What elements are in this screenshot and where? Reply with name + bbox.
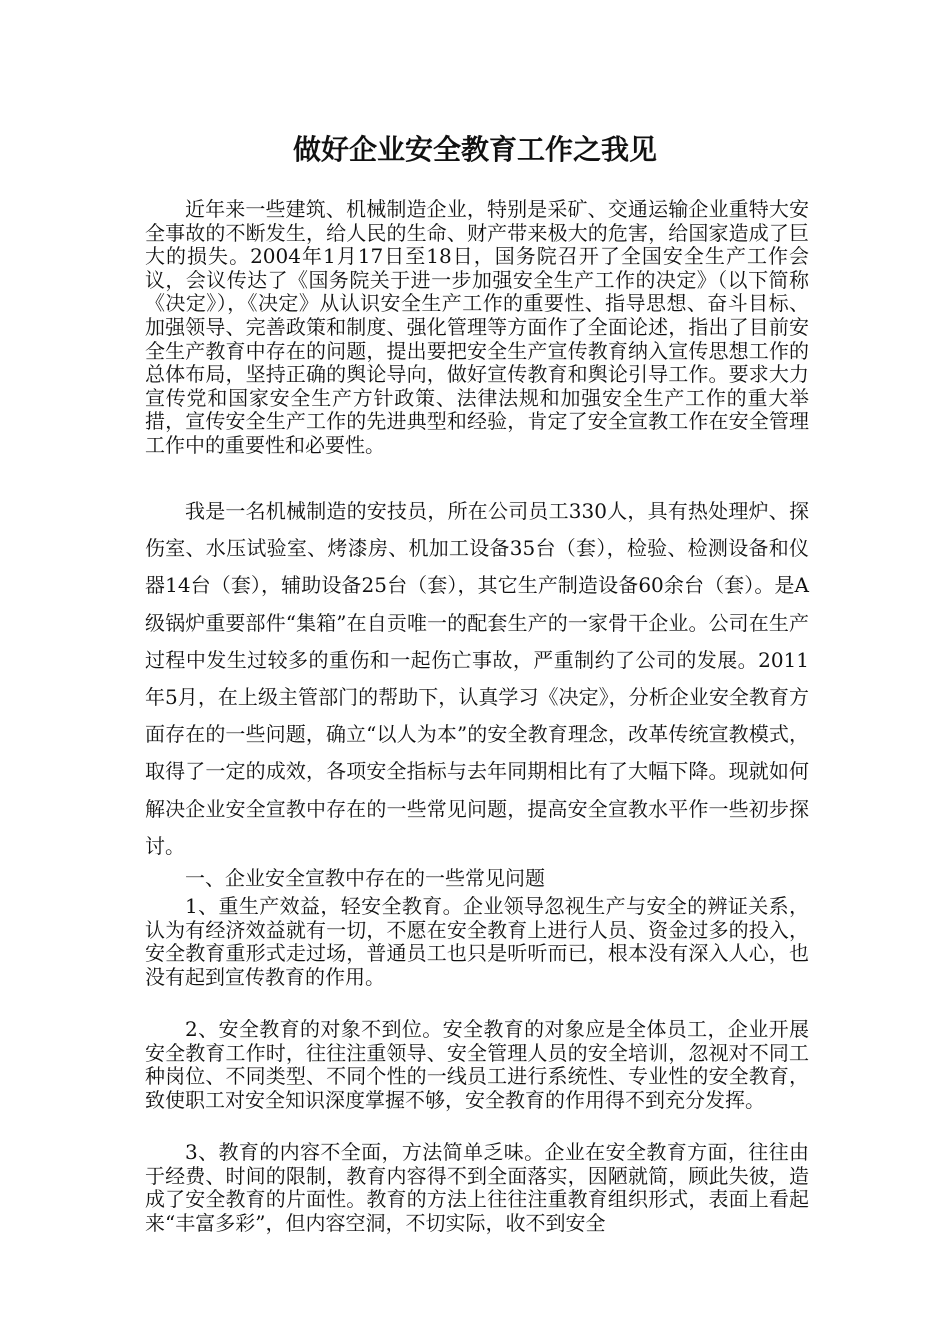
paragraph-problem-3: 3、教育的内容不全面，方法简单乏味。企业在安全教育方面，往往由于经费、时间的限制，教育内容得不到全面落实，因陋就简，顾此失彼，造成了安全教育的片面性。教育的方法上往往注重教育组织形式，表面上看起来“丰富多彩”，但内容空洞，不切实际，收不到安全 xyxy=(145,1140,809,1235)
section-heading-common-problems: 一、企业安全宣教中存在的一些常见问题 xyxy=(185,866,545,890)
paragraph-problem-1: 1、重生产效益，轻安全教育。企业领导忽视生产与安全的辨证关系，认为有经济效益就有一切，不愿在安全教育上进行人员、资金过多的投入，安全教育重形式走过场，普通员工也只是听听而已，根本没有深入人心，也没有起到宣传教育的作用。 xyxy=(145,894,809,989)
document-title: 做好企业安全教育工作之我见 xyxy=(292,133,657,166)
paragraph-problem-2: 2、安全教育的对象不到位。安全教育的对象应是全体员工，企业开展安全教育工作时，往往注重领导、安全管理人员的安全培训，忽视对不同工种岗位、不同类型、不同个性的一线员工进行系统性、专业性的安全教育，致使职工对安全知识深度掌握不够，安全教育的作用得不到充分发挥。 xyxy=(145,1017,809,1112)
paragraph-company-background: 我是一名机械制造的安技员，所在公司员工330人，具有热处理炉、探伤室、水压试验室、烤漆房、机加工设备35台（套），检验、检测设备和仪器14台（套），辅助设备25台（套），其它生产制造设备60余台（套）。是A级锅炉重要部件“集箱”在自贡唯一的配套生产的一家骨干企业。公司在生产过程中发生过较多的重伤和一起伤亡事故，严重制约了公司的发展。2011年5月，在上级主管部门的帮助下，认真学习《决定》，分析企业安全教育方面存在的一些问题，确立“以人为本”的安全教育理念，改革传统宣教模式，取得了一定的成效，各项安全指标与去年同期相比有了大幅下降。现就如何解决企业安全宣教中存在的一些常见问题，提高安全宣教水平作一些初步探讨。 xyxy=(145,499,809,858)
paragraph-intro: 近年来一些建筑、机械制造企业，特别是采矿、交通运输企业重特大安全事故的不断发生，给人民的生命、财产带来极大的危害，给国家造成了巨大的损失。2004年1月17日至18日，国务院召开了全国安全生产工作会议，会议传达了《国务院关于进一步加强安全生产工作的决定》（以下简称《决定》），《决定》从认识安全生产工作的重要性、指导思想、奋斗目标、加强领导、完善政策和制度、强化管理等方面作了全面论述，指出了目前安全生产教育中存在的问题，提出要把安全生产宣传教育纳入宣传思想工作的总体布局，坚持正确的舆论导向，做好宣传教育和舆论引导工作。要求大力宣传党和国家安全生产方针政策、法律法规和加强安全生产工作的重大举措，宣传安全生产工作的先进典型和经验，肯定了安全宣教工作在安全管理工作中的重要性和必要性。 xyxy=(145,197,809,457)
